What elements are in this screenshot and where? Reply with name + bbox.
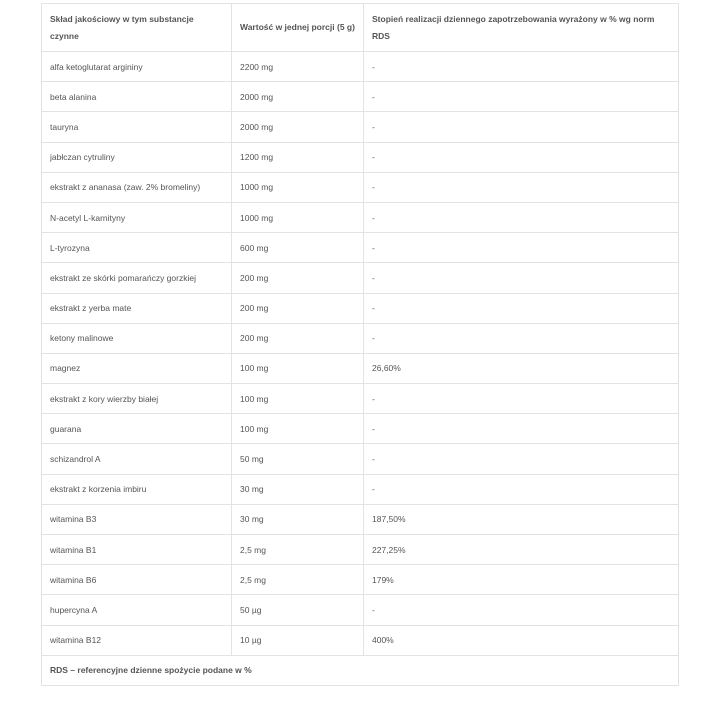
- cell-serving-value: 200 mg: [232, 263, 364, 293]
- cell-serving-value: 200 mg: [232, 323, 364, 353]
- cell-rds-percent: -: [364, 202, 679, 232]
- cell-rds-percent: -: [364, 142, 679, 172]
- cell-rds-percent: 227,25%: [364, 535, 679, 565]
- cell-serving-value: 1200 mg: [232, 142, 364, 172]
- cell-rds-percent: -: [364, 323, 679, 353]
- cell-serving-value: 1000 mg: [232, 172, 364, 202]
- cell-ingredient: ekstrakt z korzenia imbiru: [42, 474, 232, 504]
- cell-ingredient: ekstrakt z yerba mate: [42, 293, 232, 323]
- table-row: [42, 384, 679, 414]
- cell-serving-value: 50 µg: [232, 595, 364, 625]
- cell-rds-percent: -: [364, 233, 679, 263]
- cell-rds-percent: -: [364, 112, 679, 142]
- header-ingredient: Skład jakościowy w tym substancje czynne: [42, 4, 232, 52]
- cell-ingredient: ekstrakt ze skórki pomarańczy gorzkiej: [42, 263, 232, 293]
- table-row: [42, 293, 679, 323]
- nutrition-table-container: [41, 3, 678, 686]
- cell-rds-percent: -: [364, 82, 679, 112]
- cell-serving-value: 200 mg: [232, 293, 364, 323]
- table-row: [42, 565, 679, 595]
- cell-serving-value: 2,5 mg: [232, 535, 364, 565]
- cell-rds-percent: -: [364, 444, 679, 474]
- cell-rds-percent: -: [364, 474, 679, 504]
- cell-ingredient: witamina B1: [42, 535, 232, 565]
- nutrition-table: [41, 3, 679, 686]
- table-row: [42, 82, 679, 112]
- cell-ingredient: magnez: [42, 353, 232, 383]
- cell-ingredient: ekstrakt z kory wierzby białej: [42, 384, 232, 414]
- cell-rds-percent: 187,50%: [364, 504, 679, 534]
- cell-serving-value: 50 mg: [232, 444, 364, 474]
- cell-serving-value: 2000 mg: [232, 112, 364, 142]
- cell-serving-value: 100 mg: [232, 384, 364, 414]
- table-row: [42, 504, 679, 534]
- cell-ingredient: ketony malinowe: [42, 323, 232, 353]
- cell-rds-percent: -: [364, 384, 679, 414]
- cell-serving-value: 2000 mg: [232, 82, 364, 112]
- table-row: [42, 595, 679, 625]
- table-row: [42, 625, 679, 655]
- cell-ingredient: hupercyna A: [42, 595, 232, 625]
- cell-serving-value: 100 mg: [232, 353, 364, 383]
- cell-rds-percent: -: [364, 293, 679, 323]
- header-serving-value: Wartość w jednej porcji (5 g): [232, 4, 364, 52]
- cell-ingredient: N-acetyl L-karnityny: [42, 202, 232, 232]
- cell-ingredient: witamina B12: [42, 625, 232, 655]
- cell-serving-value: 600 mg: [232, 233, 364, 263]
- cell-serving-value: 2,5 mg: [232, 565, 364, 595]
- cell-ingredient: witamina B3: [42, 504, 232, 534]
- table-row: [42, 444, 679, 474]
- cell-ingredient: alfa ketoglutarat argininy: [42, 52, 232, 82]
- footer-note: RDS – referencyjne dzienne spożycie podane w %: [42, 655, 679, 685]
- cell-rds-percent: 179%: [364, 565, 679, 595]
- cell-rds-percent: 400%: [364, 625, 679, 655]
- cell-ingredient: L-tyrozyna: [42, 233, 232, 263]
- cell-rds-percent: -: [364, 414, 679, 444]
- cell-serving-value: 30 mg: [232, 474, 364, 504]
- table-row: [42, 474, 679, 504]
- header-rds-percent: Stopień realizacji dziennego zapotrzebowania wyrażony w % wg norm RDS: [364, 4, 679, 52]
- table-row: [42, 233, 679, 263]
- table-body: [42, 52, 679, 656]
- cell-ingredient: guarana: [42, 414, 232, 444]
- cell-serving-value: 10 µg: [232, 625, 364, 655]
- cell-ingredient: beta alanina: [42, 82, 232, 112]
- table-row: [42, 142, 679, 172]
- cell-serving-value: 30 mg: [232, 504, 364, 534]
- cell-rds-percent: 26,60%: [364, 353, 679, 383]
- cell-rds-percent: -: [364, 263, 679, 293]
- cell-rds-percent: -: [364, 595, 679, 625]
- table-row: [42, 414, 679, 444]
- cell-ingredient: witamina B6: [42, 565, 232, 595]
- table-row: [42, 112, 679, 142]
- table-row: [42, 172, 679, 202]
- cell-ingredient: jabłczan cytruliny: [42, 142, 232, 172]
- cell-ingredient: tauryna: [42, 112, 232, 142]
- cell-rds-percent: -: [364, 52, 679, 82]
- cell-serving-value: 100 mg: [232, 414, 364, 444]
- table-row: [42, 202, 679, 232]
- table-row: [42, 263, 679, 293]
- cell-serving-value: 1000 mg: [232, 202, 364, 232]
- table-row: [42, 535, 679, 565]
- table-row: [42, 52, 679, 82]
- table-header-row: [42, 4, 679, 52]
- cell-serving-value: 2200 mg: [232, 52, 364, 82]
- cell-ingredient: schizandrol A: [42, 444, 232, 474]
- table-row: [42, 323, 679, 353]
- cell-ingredient: ekstrakt z ananasa (zaw. 2% bromeliny): [42, 172, 232, 202]
- table-row: [42, 353, 679, 383]
- table-footer-row: [42, 655, 679, 685]
- cell-rds-percent: -: [364, 172, 679, 202]
